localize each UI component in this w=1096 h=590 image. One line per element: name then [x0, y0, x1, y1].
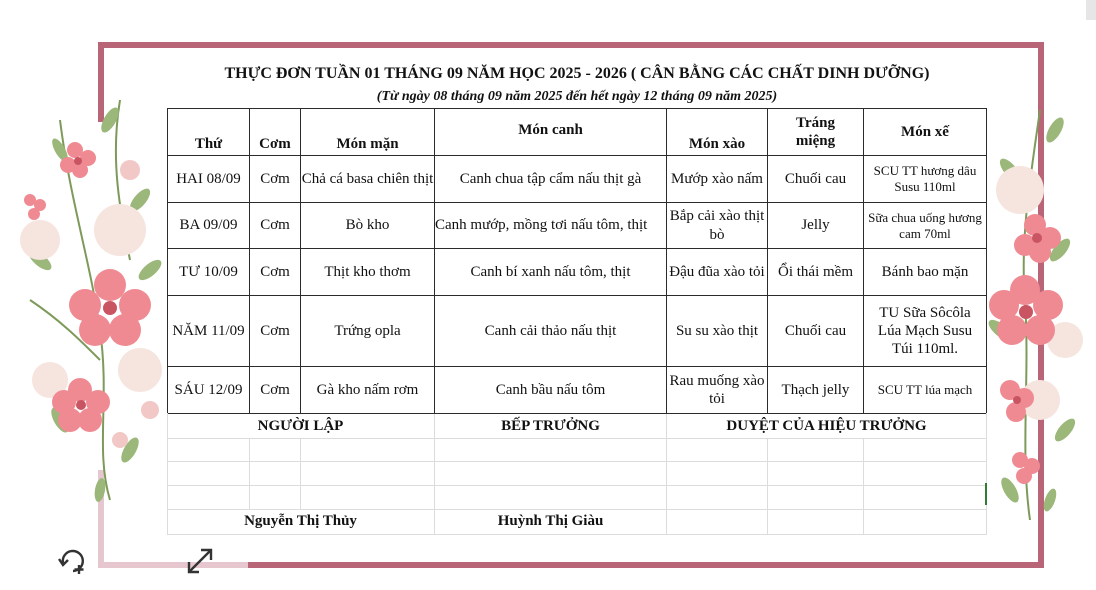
- cell-thu: HAI 08/09: [167, 155, 250, 203]
- header-trang-mieng: Tráng miệng: [767, 108, 864, 156]
- menu-sheet: [167, 58, 987, 534]
- cell-com: Cơm: [249, 202, 301, 249]
- frame-top-border: [98, 42, 1044, 48]
- cell-mon-man: Gà kho nấm rơm: [300, 366, 435, 414]
- header-mon-canh: Món canh: [434, 108, 667, 156]
- cell-mon-canh: Canh chua tập cẩm nấu thịt gà: [434, 155, 667, 203]
- grid-line: [167, 461, 987, 462]
- left-flower-decoration: [0, 0, 175, 560]
- right-flower-decoration: [980, 0, 1090, 560]
- menu-subtitle: (Từ ngày 08 tháng 09 năm 2025 đến hết ngày 12 tháng 09 năm 2025): [376, 89, 778, 105]
- cell-mon-canh: Canh cải thảo nấu thịt: [434, 295, 667, 367]
- grid-line: [167, 438, 987, 439]
- cell-mon-man: Trứng opla: [300, 295, 435, 367]
- grid-line: [300, 438, 301, 509]
- cell-thu: NĂM 11/09: [167, 295, 250, 367]
- cell-mon-xao: Mướp xào nấm: [666, 155, 768, 203]
- cell-mon-man: Chả cá basa chiên thịt: [300, 155, 435, 203]
- cell-thu: BA 09/09: [167, 202, 250, 249]
- grid-line: [863, 438, 864, 534]
- cell-trang-mieng: Chuối cau: [767, 295, 864, 367]
- selection-handle[interactable]: [985, 483, 987, 505]
- grid-line: [249, 438, 250, 509]
- cell-mon-xe: TU Sữa Sôcôla Lúa Mạch Susu Túi 110ml.: [863, 295, 987, 367]
- cell-mon-man: Bò kho: [300, 202, 435, 249]
- menu-title: THỰC ĐƠN TUẦN 01 THÁNG 09 NĂM HỌC 2025 - 2026 ( CÂN BẰNG CÁC CHẤT DINH DƯỠNG): [224, 65, 930, 83]
- cell-mon-xe: Sữa chua uống hương cam 70ml: [863, 202, 987, 249]
- cell-com: Cơm: [249, 248, 301, 296]
- cell-mon-canh: Canh bí xanh nấu tôm, thịt: [434, 248, 667, 296]
- expand-icon[interactable]: [184, 546, 216, 576]
- cell-mon-xe: SCU TT lúa mạch: [863, 366, 987, 414]
- cell-trang-mieng: Thạch jelly: [767, 366, 864, 414]
- rotate-add-icon[interactable]: [56, 546, 90, 576]
- cell-mon-xe: Bánh bao mặn: [863, 248, 987, 296]
- signer-bep-truong-name: Huỳnh Thị Giàu: [497, 512, 604, 529]
- header-com: Cơm: [249, 108, 301, 156]
- cell-com: Cơm: [249, 295, 301, 367]
- signature-hieu-truong: DUYỆT CỦA HIỆU TRƯỞNG: [726, 417, 927, 434]
- frame-bottom-border-light: [98, 562, 248, 568]
- cell-thu: TƯ 10/09: [167, 248, 250, 296]
- header-mon-xao: Món xào: [666, 108, 768, 156]
- signature-nguoi-lap: NGƯỜI LẬP: [257, 417, 344, 434]
- cell-trang-mieng: Jelly: [767, 202, 864, 249]
- cell-thu: SÁU 12/09: [167, 366, 250, 414]
- cell-mon-canh: Canh mướp, mồng tơi nấu tôm, thịt: [434, 202, 667, 249]
- header-mon-man: Món mặn: [300, 108, 435, 156]
- cell-mon-xao: Rau muống xào tỏi: [666, 366, 768, 414]
- cell-trang-mieng: Chuối cau: [767, 155, 864, 203]
- cell-com: Cơm: [249, 155, 301, 203]
- cell-com: Cơm: [249, 366, 301, 414]
- cell-trang-mieng: Ổi thái mềm: [767, 248, 864, 296]
- header-thu: Thứ: [167, 108, 250, 156]
- cell-mon-xe: SCU TT hương dâu Susu 110ml: [863, 155, 987, 203]
- cell-mon-canh: Canh bầu nấu tôm: [434, 366, 667, 414]
- grid-line: [167, 485, 987, 486]
- cell-mon-xao: Đậu đũa xào tỏi: [666, 248, 768, 296]
- signer-nguoi-lap-name: Nguyễn Thị Thủy: [244, 512, 357, 529]
- frame-bottom-border: [248, 562, 1044, 568]
- header-mon-xe: Món xế: [863, 108, 987, 156]
- grid-line: [767, 438, 768, 534]
- cell-mon-xao: Bắp cải xào thịt bò: [666, 202, 768, 249]
- cell-mon-xao: Su su xào thịt: [666, 295, 768, 367]
- signature-bep-truong: BẾP TRƯỞNG: [501, 417, 600, 434]
- cell-mon-man: Thịt kho thơm: [300, 248, 435, 296]
